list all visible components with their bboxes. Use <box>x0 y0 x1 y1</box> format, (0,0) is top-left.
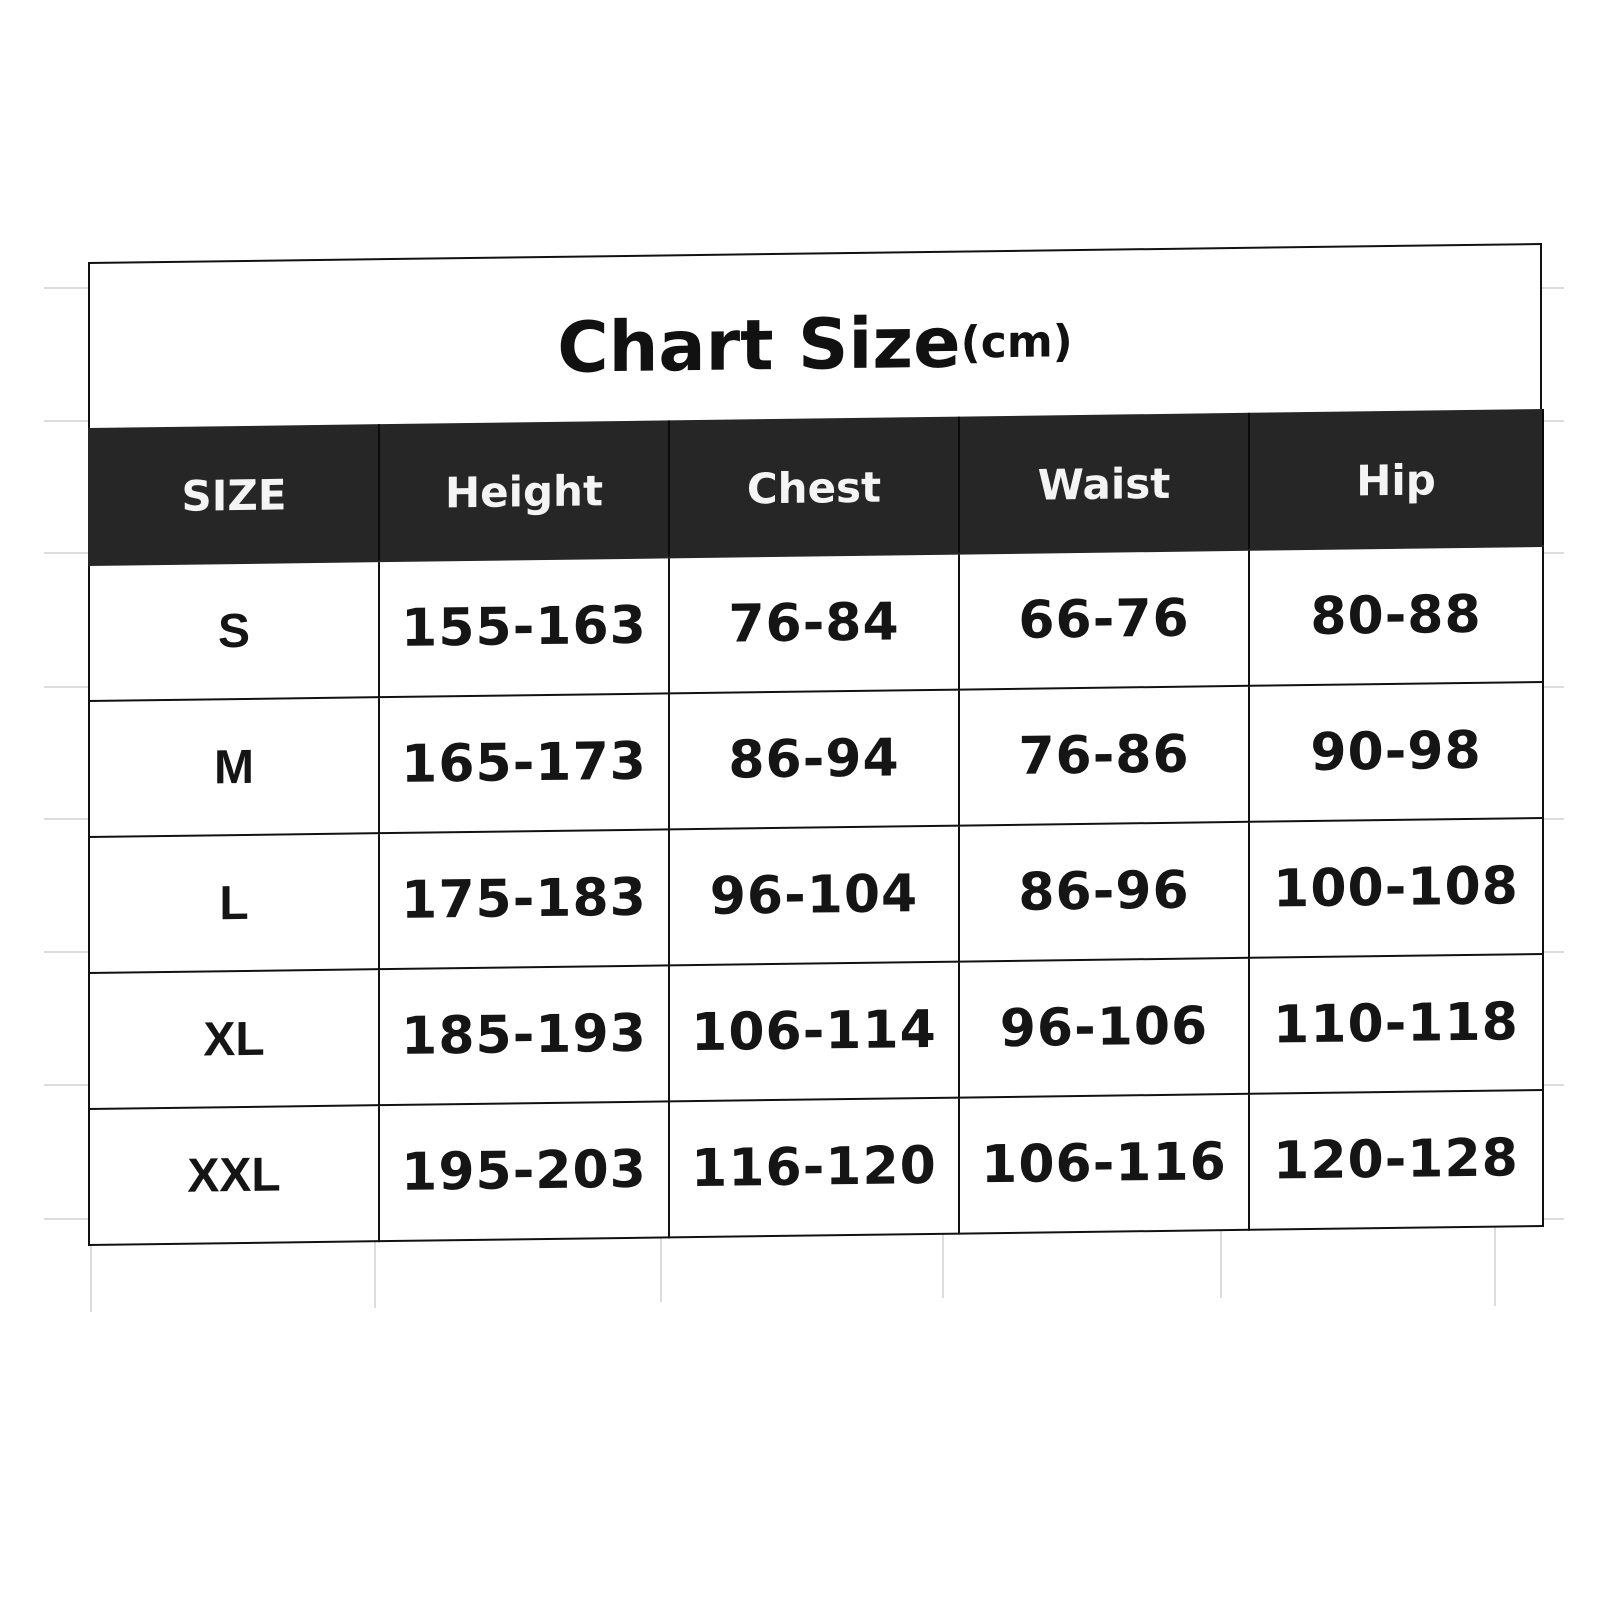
height-cell: 185-193 <box>379 965 669 1105</box>
size-cell: XL <box>89 969 379 1109</box>
table-row <box>89 818 1543 973</box>
size-chart <box>88 243 1544 1238</box>
size-table <box>88 409 1544 1246</box>
chest-cell: 116-120 <box>669 1098 959 1238</box>
chest-cell: 96-104 <box>669 826 959 966</box>
height-cell: 195-203 <box>379 1101 669 1241</box>
hip-cell: 80-88 <box>1249 546 1543 686</box>
chart-title: Chart Size <box>557 301 961 389</box>
title-box <box>88 243 1542 428</box>
height-cell: 175-183 <box>379 829 669 969</box>
height-cell: 155-163 <box>379 557 669 697</box>
hip-cell: 100-108 <box>1249 818 1543 958</box>
waist-cell: 106-116 <box>959 1094 1249 1234</box>
chart-title-unit: (cm) <box>960 315 1073 369</box>
column-header-waist: Waist <box>959 414 1249 554</box>
column-header-chest: Chest <box>669 418 959 558</box>
waist-cell: 66-76 <box>959 550 1249 690</box>
size-cell: M <box>89 697 379 837</box>
table-row <box>89 546 1543 701</box>
hip-cell: 90-98 <box>1249 682 1543 822</box>
size-cell: XXL <box>89 1105 379 1245</box>
hip-cell: 120-128 <box>1249 1090 1543 1230</box>
chest-cell: 76-84 <box>669 554 959 694</box>
chest-cell: 106-114 <box>669 962 959 1102</box>
table-row <box>89 1090 1543 1245</box>
column-header-hip: Hip <box>1249 410 1543 550</box>
waist-cell: 76-86 <box>959 686 1249 826</box>
table-row <box>89 682 1543 837</box>
size-cell: L <box>89 833 379 973</box>
column-header-size: SIZE <box>89 425 379 565</box>
table-row <box>89 954 1543 1109</box>
hip-cell: 110-118 <box>1249 954 1543 1094</box>
size-cell: S <box>89 561 379 701</box>
height-cell: 165-173 <box>379 693 669 833</box>
waist-cell: 86-96 <box>959 822 1249 962</box>
table-header-row <box>89 410 1543 565</box>
chest-cell: 86-94 <box>669 690 959 830</box>
waist-cell: 96-106 <box>959 958 1249 1098</box>
column-header-height: Height <box>379 421 669 561</box>
